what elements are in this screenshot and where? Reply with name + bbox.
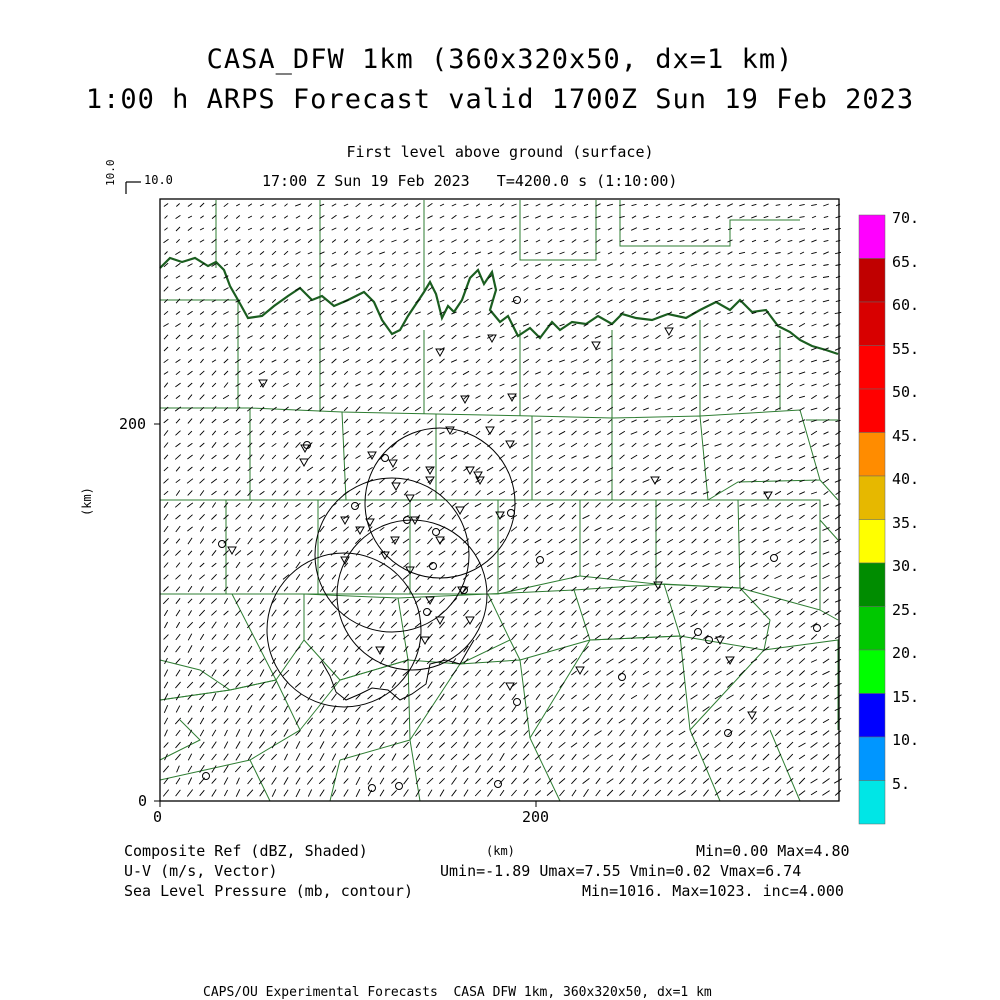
colorbar-label: 30. bbox=[892, 557, 920, 575]
colorbar-label: 60. bbox=[892, 296, 920, 314]
credit-line: CAPS/OU Experimental Forecasts CASA DFW 1km, 360x320x50, dx=1 km bbox=[203, 985, 712, 1000]
colorbar-swatch bbox=[859, 781, 885, 825]
colorbar-swatch bbox=[859, 259, 885, 303]
forecast-valid-title: 1:00 h ARPS Forecast valid 1700Z Sun 19 Feb 2023 bbox=[85, 84, 915, 115]
colorbar-label: 25. bbox=[892, 600, 920, 619]
sea-level-pressure-contour bbox=[322, 640, 474, 700]
colorbar-swatch bbox=[859, 650, 885, 694]
colorbar-swatch bbox=[859, 520, 885, 564]
colorbar-swatch bbox=[859, 389, 885, 433]
colorbar-label: 15. bbox=[892, 687, 920, 706]
colorbar-swatch bbox=[859, 737, 885, 781]
colorbar-swatch bbox=[859, 346, 885, 390]
y-unit-label: (km) bbox=[80, 487, 94, 516]
x-tick-0: 0 bbox=[153, 808, 163, 826]
y-tick-200: 200 bbox=[119, 415, 147, 433]
colorbar-swatch bbox=[859, 476, 885, 520]
ref-vector-horizontal-label: 10.0 bbox=[144, 173, 173, 187]
ref-vector-vertical-label: 10.0 bbox=[104, 159, 117, 186]
county-boundaries bbox=[160, 200, 838, 801]
colorbar-label: 70. bbox=[892, 209, 920, 227]
colorbar-swatch bbox=[859, 563, 885, 607]
colorbar-swatch bbox=[859, 607, 885, 651]
colorbar-swatch bbox=[859, 302, 885, 346]
colorbar-label: 55. bbox=[892, 339, 920, 358]
colorbar-swatch bbox=[859, 215, 885, 259]
state-border-red-river bbox=[160, 258, 838, 354]
x-tick-200: 200 bbox=[522, 808, 550, 826]
colorbar-label: 10. bbox=[892, 731, 920, 749]
plot-title: CASA_DFW 1km (360x320x50, dx=1 km) bbox=[206, 44, 794, 75]
colorbar-label: 20. bbox=[892, 644, 920, 662]
field-stats-pressure: Min=1016. Max=1023. inc=4.000 bbox=[582, 882, 844, 900]
field-label-pressure: Sea Level Pressure (mb, contour) bbox=[124, 882, 413, 900]
field-label-wind: U-V (m/s, Vector) bbox=[124, 862, 278, 880]
y-tick-0: 0 bbox=[138, 792, 148, 810]
reflectivity-colorbar bbox=[859, 215, 885, 824]
field-stats-wind: Umin=-1.89 Umax=7.55 Vmin=0.02 Vmax=6.74 bbox=[440, 862, 802, 880]
time-subtitle: 17:00 Z Sun 19 Feb 2023 T=4200.0 s (1:10:00) bbox=[262, 172, 678, 190]
colorbar-swatch bbox=[859, 694, 885, 738]
station-markers bbox=[203, 297, 821, 792]
field-label-reflectivity: Composite Ref (dBZ, Shaded) bbox=[124, 842, 368, 860]
colorbar-label: 35. bbox=[892, 513, 920, 532]
colorbar-label: 50. bbox=[892, 383, 920, 401]
colorbar-label: 5. bbox=[892, 774, 911, 793]
level-subtitle: First level above ground (surface) bbox=[346, 143, 654, 161]
colorbar-swatch bbox=[859, 433, 885, 477]
colorbar-label: 65. bbox=[892, 252, 920, 271]
colorbar-label: 45. bbox=[892, 426, 920, 445]
x-unit-label: (km) bbox=[486, 844, 515, 858]
colorbar-label: 40. bbox=[892, 470, 920, 488]
field-stats-reflectivity: Min=0.00 Max=4.80 bbox=[696, 842, 850, 860]
reference-vector bbox=[126, 182, 141, 194]
